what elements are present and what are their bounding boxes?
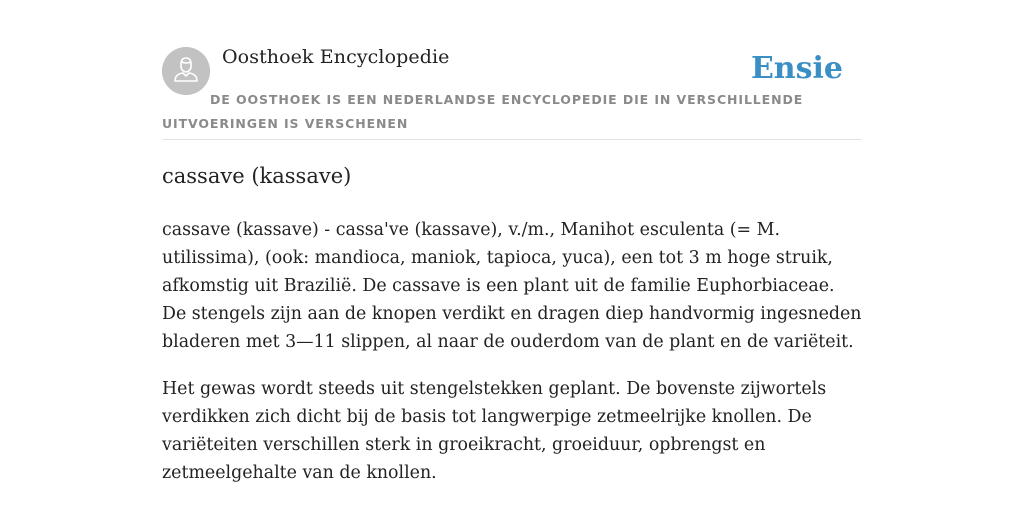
source-title[interactable]: Oosthoek Encyclopedie [222,46,450,68]
source-description: DE OOSTHOEK IS EEN NEDERLANDSE ENCYCLOPEDIE DIE IN VERSCHILLENDE UITVOERINGEN IS VERSCHENEN [162,92,804,131]
article-body [162,216,862,506]
article-paragraph: cassave (kassave) - cassa've (kassave), v./m., Manihot esculenta (= M. utilissima), (ook: mandioca, maniok, tapioca, yuca), een tot 3 m hoge struik, afkomstig uit Brazilië. De cassave is een plant uit de familie Euphorbiaceae. De stengels zijn aan de knopen verdikt en dragen diep handvormig ingesneden bladeren met 3—11 slippen, al naar de ouderdom van de plant en de variëteit. [162,220,862,352]
source-header [162,46,862,140]
header-divider [162,139,862,140]
article-paragraph: Het gewas wordt steeds uit stengelstekken geplant. De bovenste zijwortels verdikken zich dicht bij de basis tot langwerpige zetmeelrijke knollen. De variëteiten verschillen sterk in groeikracht, groeiduur, opbrengst en zetmeelgehalte van de knollen. [162,379,827,483]
article-title: cassave (kassave) [162,164,352,188]
brand-logo[interactable]: Ensie [750,51,843,86]
